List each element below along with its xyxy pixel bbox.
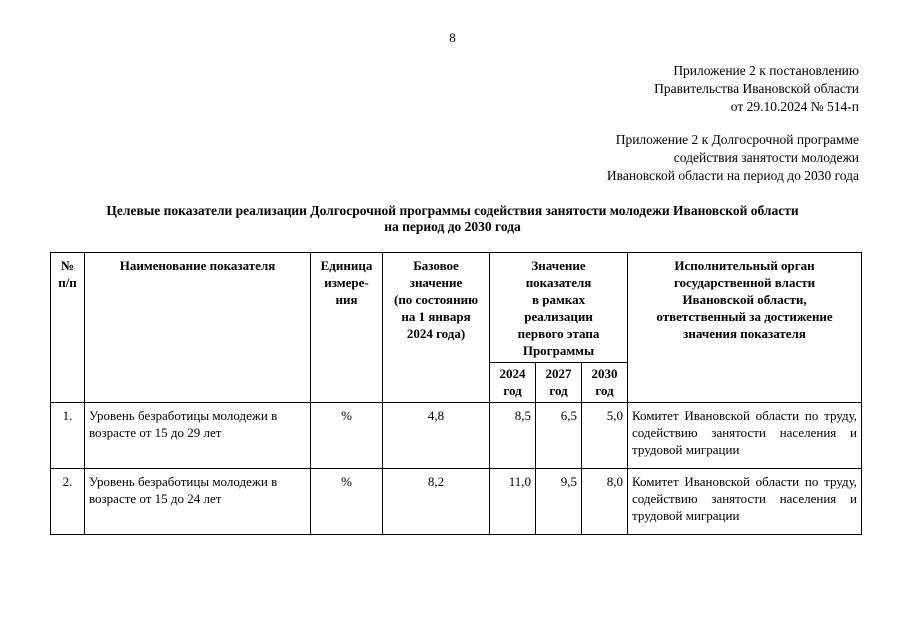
row-base-value: 8,2 xyxy=(383,469,490,535)
row-indicator-name: Уровень безработицы молодежи в возрасте от 15 до 24 лет xyxy=(85,469,311,535)
page-number: 8 xyxy=(449,30,456,45)
row-number: 1. xyxy=(51,403,85,469)
document-title-line: на период до 2030 года xyxy=(384,219,521,234)
document-title-line: Целевые показатели реализации Долгосрочной программы содействия занятости молодежи Ивановской области xyxy=(106,203,799,218)
appendix-program-line: содействия занятости молодежи xyxy=(673,150,859,165)
header-year-2024: 2024 год xyxy=(490,363,536,403)
header-responsible-body: Исполнительный орган государственной власти Ивановской области, ответственный за достижение значения показателя xyxy=(628,253,862,403)
appendix-resolution-line: от 29.10.2024 № 514-п xyxy=(730,99,859,114)
header-year-2027: 2027 год xyxy=(536,363,582,403)
row-value-2027: 9,5 xyxy=(536,469,582,535)
document-title xyxy=(0,203,905,235)
appendix-resolution-reference xyxy=(654,62,859,116)
header-base-value: Базовое значение (по состоянию на 1 января 2024 года) xyxy=(383,253,490,403)
appendix-program-reference xyxy=(607,131,859,185)
header-year-2030: 2030 год xyxy=(582,363,628,403)
appendix-program-line: Приложение 2 к Долгосрочной программе xyxy=(615,132,859,147)
table-row xyxy=(51,403,862,469)
row-number: 2. xyxy=(51,469,85,535)
appendix-resolution-line: Правительства Ивановской области xyxy=(654,81,859,96)
row-unit: % xyxy=(311,469,383,535)
header-number: № п/п xyxy=(51,253,85,403)
indicators-table xyxy=(50,252,862,535)
row-value-2030: 5,0 xyxy=(582,403,628,469)
header-indicator-value: Значение показателя в рамках реализации первого этапа Программы xyxy=(490,253,628,363)
row-responsible-body: Комитет Ивановской области по труду, содействию занятости населения и трудовой миграции xyxy=(628,469,862,535)
table-row xyxy=(51,469,862,535)
appendix-program-line: Ивановской области на период до 2030 года xyxy=(606,168,859,183)
header-indicator-name: Наименование показателя xyxy=(85,253,311,403)
row-value-2024: 11,0 xyxy=(490,469,536,535)
row-responsible-body: Комитет Ивановской области по труду, содействию занятости населения и трудовой миграции xyxy=(628,403,862,469)
row-value-2030: 8,0 xyxy=(582,469,628,535)
row-base-value: 4,8 xyxy=(383,403,490,469)
row-unit: % xyxy=(311,403,383,469)
row-value-2024: 8,5 xyxy=(490,403,536,469)
row-value-2027: 6,5 xyxy=(536,403,582,469)
row-indicator-name: Уровень безработицы молодежи в возрасте от 15 до 29 лет xyxy=(85,403,311,469)
appendix-resolution-line: Приложение 2 к постановлению xyxy=(673,63,859,78)
table-header-row xyxy=(51,253,862,363)
header-unit: Единица измере- ния xyxy=(311,253,383,403)
